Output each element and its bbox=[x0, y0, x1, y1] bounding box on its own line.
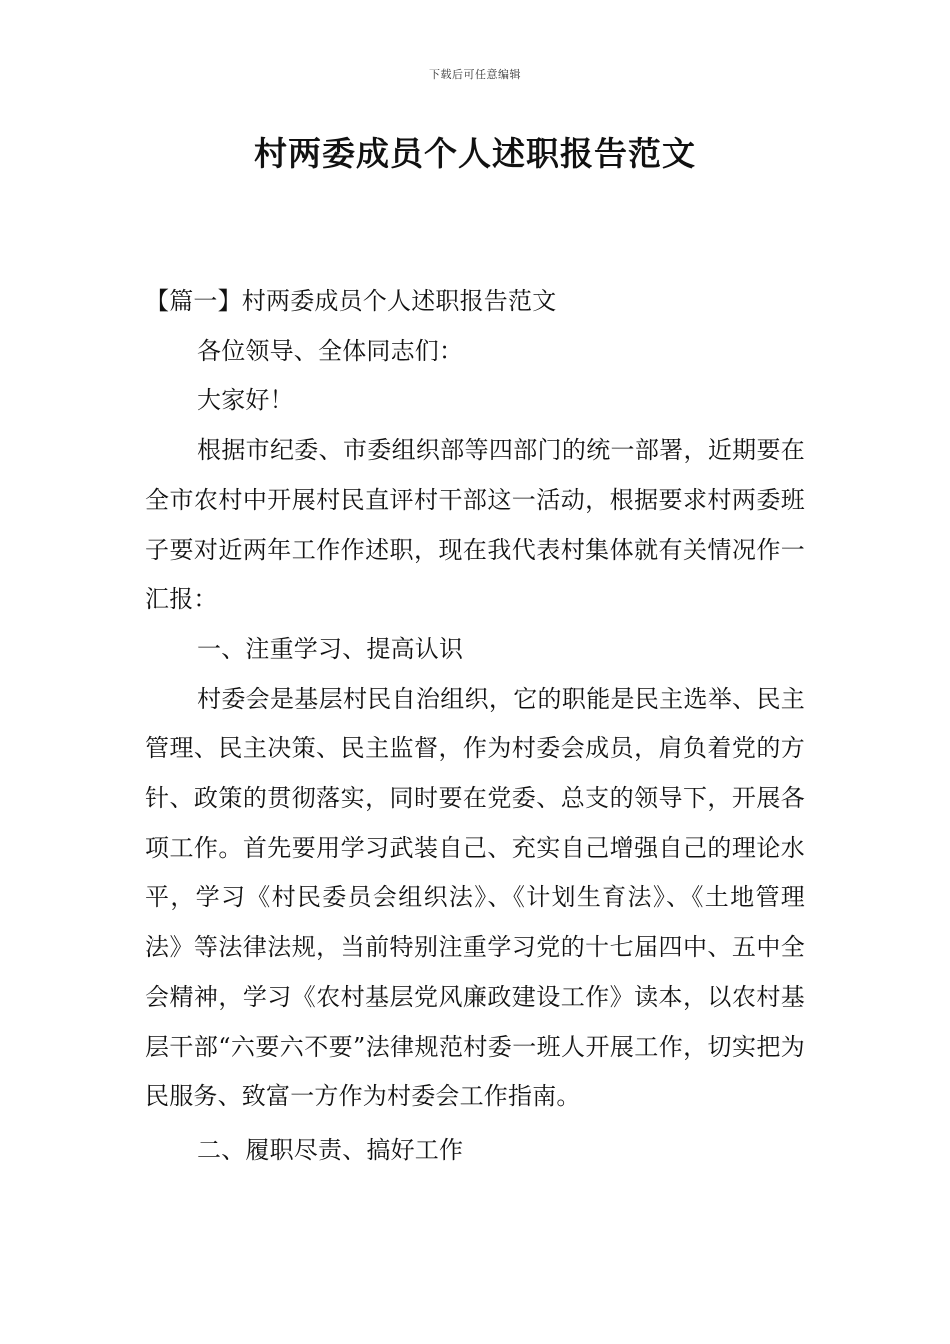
paragraph-study: 村委会是基层村民自治组织，它的职能是民主选举、民主管理、民主决策、民主监督，作为村委会成员，肩负着党的方针、政策的贯彻落实，同时要在党委、总支的领导下，开展各项工作。首先要用学习武装自己、充实自己增强自己的理论水平，学习《村民委员会组织法》、《计划生育法》、《土地管理法》等法律法规，当前特别注重学习党的十七届四中、五中全会精神，学习《农村基层党风廉政建设工作》读本，以农村基层干部“六要六不要”法律规范村委一班人开展工作，切实把为民服务、致富一方作为村委会工作指南。 bbox=[145, 684, 805, 1111]
paragraph-intro: 根据市纪委、市委组织部等四部门的统一部署，近期要在全市农村中开展村民直评村干部这一活动，根据要求村两委班子要对近两年工作作述职，现在我代表村集体就有关情况作一汇报： bbox=[145, 436, 805, 614]
document-body bbox=[145, 277, 805, 1176]
salutation: 各位领导、全体同志们： bbox=[197, 336, 464, 365]
section-subtitle: 【篇一】村两委成员个人述职报告范文 bbox=[145, 287, 557, 315]
greeting: 大家好！ bbox=[197, 386, 294, 415]
section-heading-1: 一、注重学习、提高认识 bbox=[197, 634, 464, 663]
header-note: 下载后可任意编辑 bbox=[429, 68, 521, 81]
section-heading-2: 二、履职尽责、搞好工作 bbox=[197, 1135, 464, 1164]
page-title: 村两委成员个人述职报告范文 bbox=[254, 134, 696, 173]
